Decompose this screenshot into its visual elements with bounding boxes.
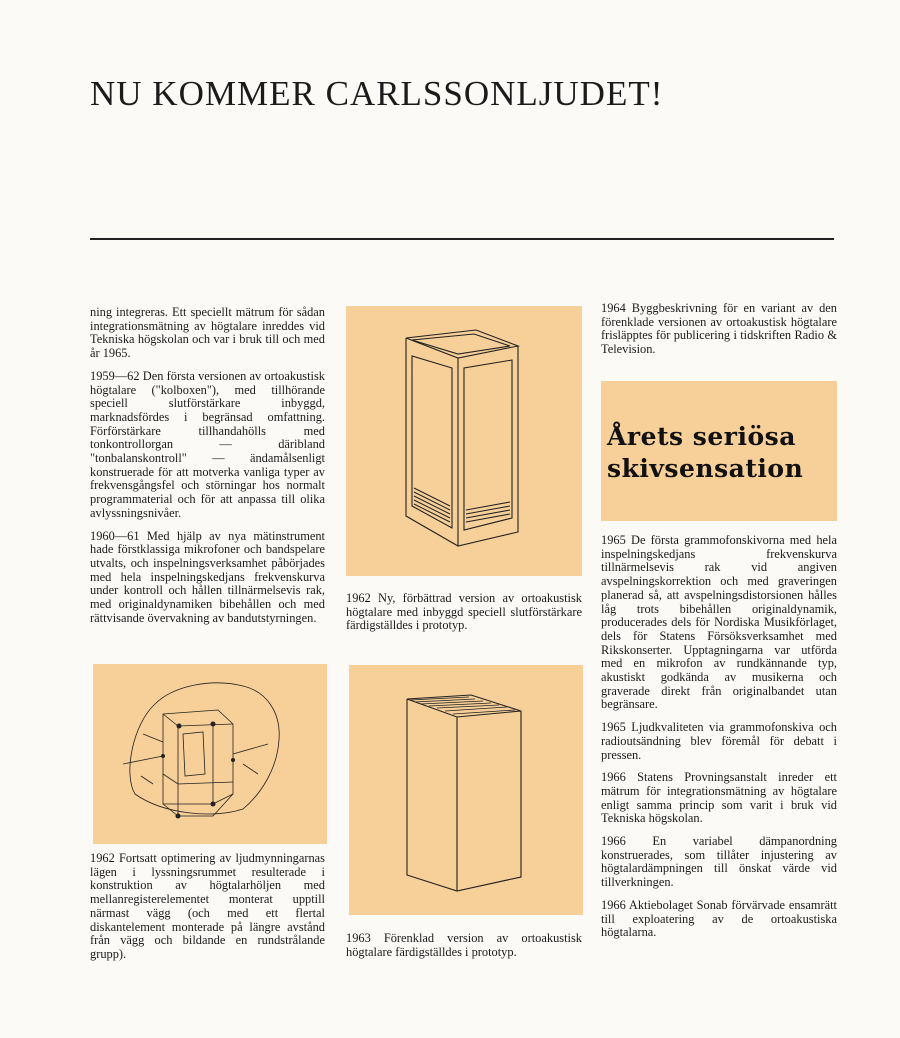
caption-text: 1963 Förenklad version av ortoakustisk högtalare färdigställdes i prototyp. [346, 931, 582, 959]
caption-1962-room [90, 852, 325, 971]
speaker-cabinet-1962-illustration [346, 306, 582, 576]
image-speaker-1963 [349, 665, 583, 915]
advertisement-box [601, 381, 837, 521]
image-speaker-1962 [346, 306, 582, 576]
caption-1963-speaker [346, 932, 582, 968]
paragraph-1966-damping: 1966 En variabel dämpanordning konstruerades, som tillåter injustering av högtalardämpningen till önskat värde vid tillverkningen. [601, 834, 837, 890]
paragraph-1959: 1959—62 Den första versionen av ortoakustisk högtalare ("kolboxen"), med tillhörande speciell slutförstärkare inbyggd, marknadsfördes i begränsad omfattning. Förförstärkare tillhandahölls med tonkontrollorgan — däribland "tonbalanskontroll" — ändamålsenligt konstruerade för att motverka vanliga typer av frekvensgångsfel och störningar hos normalt programmaterial och för att anpassa till olika avlyssningsnivåer. [90, 368, 325, 520]
speaker-cabinet-1963-illustration [349, 665, 583, 915]
column-3-top [601, 302, 837, 366]
ad-line-1: Årets seriösa [607, 422, 796, 451]
paragraph-1966-sonab: 1966 Aktiebolaget Sonab förvärvade ensamrätt till exploatering av de ortoakustiska högtalarna. [601, 897, 837, 940]
ad-line-2: skivsensation [607, 454, 804, 483]
advertisement-headline [607, 421, 803, 485]
column-3-bottom [601, 534, 837, 949]
caption-text: 1962 Ny, förbättrad version av ortoakustisk högtalare med inbyggd speciell slutförstärkare färdigställdes i prototyp. [346, 591, 582, 633]
speaker-room-illustration [93, 664, 327, 844]
paragraph-1960: 1960—61 Med hjälp av nya mätinstrument hade förstklassiga mikrofoner och bandspelare utvalts, och inspelningsverksamhet påbörjades med hela inspelningskedjans frekvenskurva under kontroll och hållen tillnärmelsevis rak, med originaldynamiken bibehållen och med rättvisande övervakning av bandutstyrningen. [90, 528, 325, 625]
title-divider [90, 238, 834, 240]
paragraph-1965-records: 1965 De första grammofonskivorna med hela inspelningskedjans frekvenskurva tillnärmelsevis rak vid angiven avspelningskorrektion och med graveringen planerad så, att avspelningsdistorsionen hålles låg trots bibehållen originaldynamik, producerades dels för Nordiska Musikförlaget, dels för Statens Försöksverksamhet med Rikskonserter. Upptagningarna var utförda med en mikrofon av rundkännande typ, akustiskt godkända av musikerna och graverade direkt från originalbandet utan begränsare. [601, 533, 837, 712]
caption-text: 1962 Fortsatt optimering av ljudmynningarnas lägen i lyssningsrummet resulterade i konstruktion av högtalarhöljen med mellanregisterelementet monterat upptill närmast vägg (och med ett flertal diskantelement monterade på längre avstånd från vägg och bildande en rundstrålande grupp). [90, 851, 325, 961]
paragraph-intro: ning integreras. Ett speciellt mätrum för sådan integrationsmätning av högtalare inreddes vid Tekniska högskolan och var i bruk till och med år 1965. [90, 305, 325, 361]
image-room-speaker [93, 664, 327, 844]
caption-1962-speaker [346, 592, 582, 642]
page-title: NU KOMMER CARLSSONLJUDET! [90, 74, 664, 113]
paragraph-1966-provning: 1966 Statens Provningsanstalt inreder ett mätrum för integrationsmätning av högtalare enligt samma princip som varit i bruk vid Tekniska högskolan. [601, 770, 837, 826]
column-1 [90, 306, 325, 634]
paragraph-1964: 1964 Byggbeskrivning för en variant av den förenklade versionen av ortoakustisk högtalare frisläpptes för publicering i tidskriften Radio & Television. [601, 301, 837, 357]
paragraph-1965-quality: 1965 Ljudkvaliteten via grammofonskiva och radioutsändning blev föremål för debatt i pressen. [601, 720, 837, 762]
